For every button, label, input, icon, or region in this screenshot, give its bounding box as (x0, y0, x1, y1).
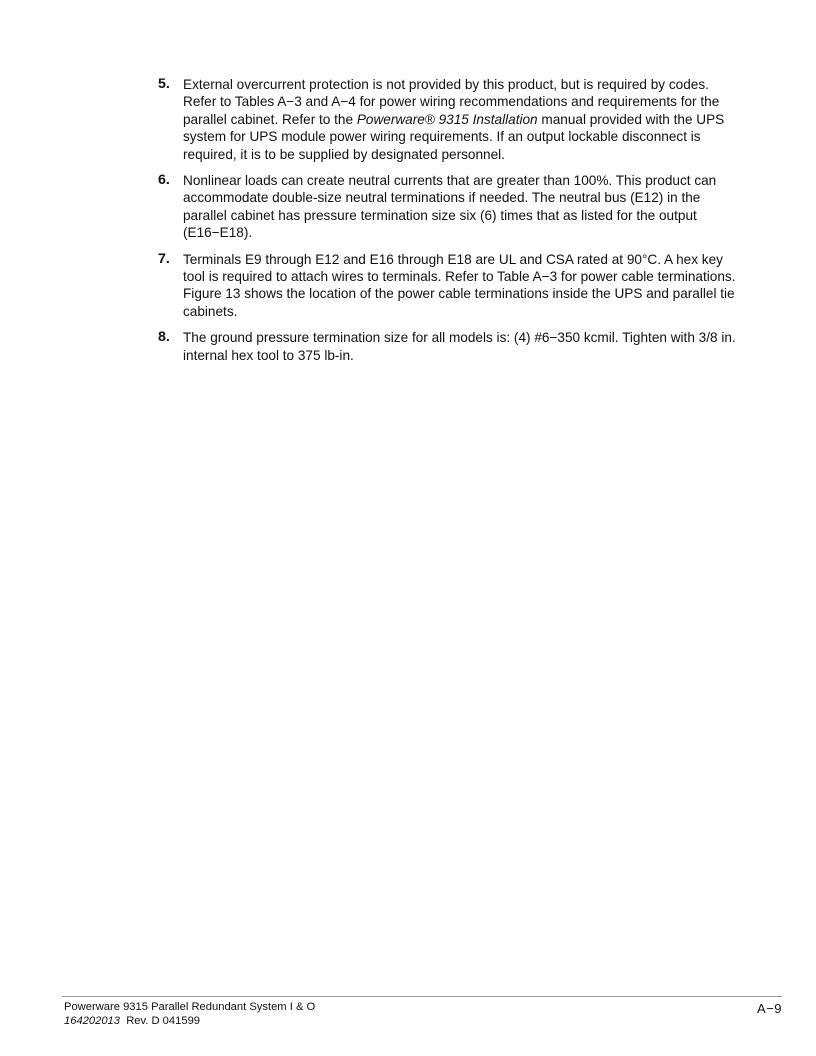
footer-title: Powerware 9315 Parallel Redundant System I & O (64, 1001, 316, 1013)
note-text: Terminals E9 through E12 and E16 through E18 are UL and CSA rated at 90°C. A hex key tool is required to attach wires to terminals. Refer to Table A−3 for power cable terminations. Figure 13 shows the location of the power cable terminations inside the UPS and parallel tie cabinets. (183, 251, 736, 319)
note-text: Nonlinear loads can create neutral currents that are greater than 100%. This product can accommodate double-size neutral terminations if needed. The neutral bus (E12) in the parallel cabinet has pressure termination size six (6) times that as listed for the output (E16−E18). (183, 173, 717, 241)
notes-list (158, 76, 738, 373)
note-number: 7. (158, 250, 170, 267)
note-7 (158, 251, 738, 321)
note-text-part: manual provided with the UPS system for UPS module power wiring requirements. If an output lockable disconnect is required, it is to be supplied by designated personnel. (183, 111, 725, 162)
page-number: A−9 (757, 1001, 782, 1016)
note-number: 5. (158, 76, 170, 92)
manual-title: Powerware® 9315 Installation (356, 111, 538, 127)
footer-divider (62, 996, 782, 997)
note-5 (158, 76, 738, 163)
note-text: The ground pressure termination size for all models is: (4) #6−350 kcmil. Tighten with 3/8 in. internal hex tool to 375 lb-in. (183, 330, 736, 363)
note-number: 8. (158, 329, 170, 346)
note-number: 6. (158, 172, 170, 189)
footer-revision-line (64, 1014, 315, 1028)
note-text (183, 76, 738, 163)
note-text-part: External overcurrent protection is not provided by this product, but is required by codes. Refer to Tables A−3 and A−4 for power wiring recommendations and requirements for the parallel cabinet. Refer to the (183, 77, 720, 127)
note-6 (158, 172, 738, 242)
footer-revision: Rev. D 041599 (126, 1015, 201, 1027)
footer-info (64, 1000, 315, 1028)
footer-doc-number: 164202013 (64, 1015, 120, 1027)
note-8 (158, 329, 738, 364)
